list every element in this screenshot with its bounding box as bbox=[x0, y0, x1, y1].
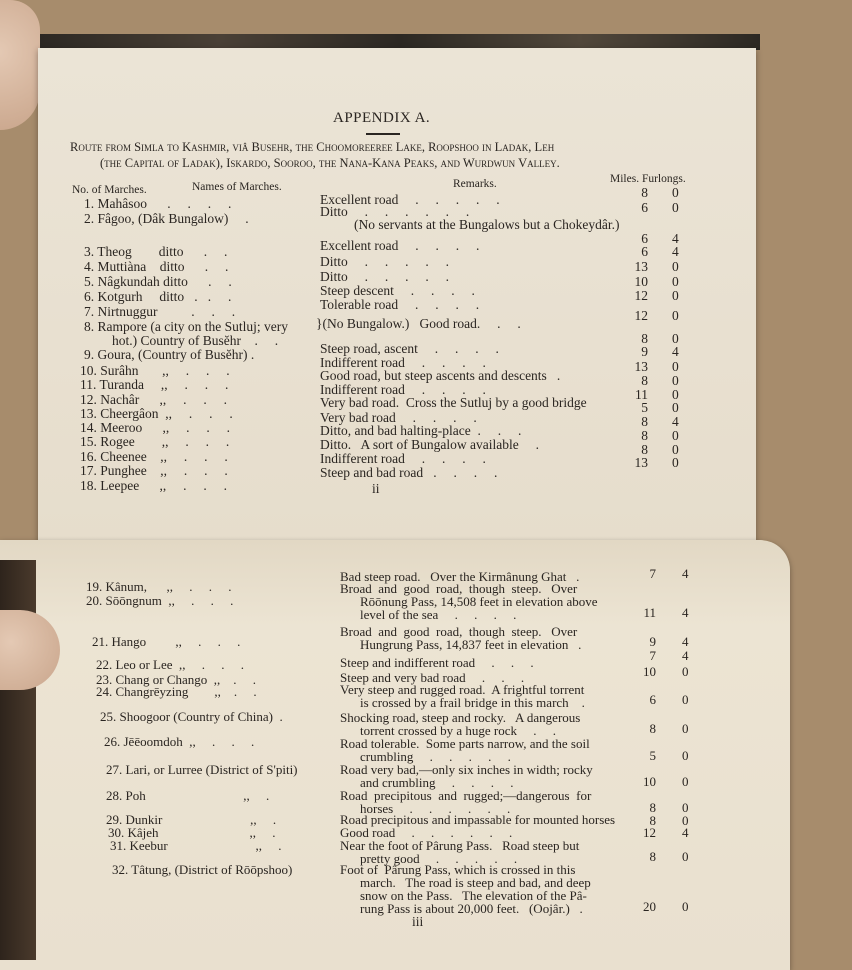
miles-value: 9 bbox=[641, 344, 648, 359]
furlongs-value: 0 bbox=[682, 692, 689, 707]
miles-value: 6 bbox=[641, 244, 648, 259]
miles-value: 7 bbox=[649, 648, 656, 663]
thumb-top bbox=[0, 0, 40, 130]
march-remark: Steep and indifferent road . . . bbox=[340, 655, 534, 670]
miles-value: 13 bbox=[634, 259, 648, 274]
march-remark: Rōōnung Pass, 14,508 feet in elevation above bbox=[360, 594, 598, 609]
march-name: 13. Cheergâon ,, . . . bbox=[80, 406, 233, 421]
march-remark: torrent crossed by a huge rock . . bbox=[360, 723, 557, 738]
furlongs-value: 0 bbox=[672, 359, 679, 374]
march-name: 26. Jēēoomdoh ,, . . . bbox=[104, 734, 255, 749]
march-remark: Ditto . . . . . bbox=[320, 269, 450, 284]
miles-value: 8 bbox=[641, 185, 648, 200]
furlongs-value: 0 bbox=[672, 274, 679, 289]
furlongs-value: 0 bbox=[682, 774, 689, 789]
furlongs-value: 0 bbox=[682, 899, 689, 914]
miles-value: 8 bbox=[641, 442, 648, 457]
march-remark: Road tolerable. Some parts narrow, and the soil bbox=[340, 736, 590, 751]
march-remark: Bad steep road. Over the Kirmânung Ghat . bbox=[340, 569, 580, 584]
furlongs-value: 4 bbox=[672, 344, 679, 359]
march-remark: Ditto . . . . . . bbox=[320, 204, 470, 219]
miles-value: 5 bbox=[649, 748, 656, 763]
march-remark: snow on the Pass. The elevation of the Pâ- bbox=[360, 888, 587, 903]
march-name: 7. Nirtnuggur . . . bbox=[84, 304, 236, 319]
march-remark: Steep road, ascent . . . . bbox=[320, 341, 499, 356]
miles-value: 12 bbox=[634, 308, 648, 323]
march-remark: Foot of Pârung Pass, which is crossed in this bbox=[340, 862, 576, 877]
march-remark: Ditto . . . . . bbox=[320, 254, 450, 269]
march-remark: level of the sea . . . . bbox=[360, 607, 517, 622]
note-servants: (No servants at the Bungalows but a Chokeydâr.) bbox=[354, 217, 620, 232]
header-miles-furlongs: Miles. Furlongs. bbox=[610, 173, 686, 185]
march-remark: Steep descent . . . . bbox=[320, 283, 475, 298]
march-remark: Ditto, and bad halting-place . . . bbox=[320, 423, 522, 438]
march-name: 6. Kotgurh ditto . . . bbox=[84, 289, 232, 304]
march-name: 24. Changrēyzing ,, . . bbox=[96, 684, 257, 699]
miles-value: 8 bbox=[641, 414, 648, 429]
furlongs-value: 0 bbox=[682, 800, 689, 815]
march-remark: rung Pass is about 20,000 feet. (Oojâr.) . bbox=[360, 901, 583, 916]
march-name: 10. Surâhn ,, . . . bbox=[80, 363, 230, 378]
miles-value: 12 bbox=[643, 825, 656, 840]
march-name: 23. Chang or Chango ,, . . bbox=[96, 672, 256, 687]
route-title-line2: (the Capital of Ladak), Iskardo, Sooroo, the Nana-Kana Peaks, and Wurdwun Valley. bbox=[100, 156, 560, 170]
page-number-iii: iii bbox=[412, 914, 424, 929]
miles-value: 6 bbox=[641, 200, 648, 215]
march-name: 12. Nachâr ,, . . . bbox=[80, 392, 227, 407]
furlongs-value: 0 bbox=[682, 748, 689, 763]
furlongs-value: 0 bbox=[672, 455, 679, 470]
march-name: 30. Kâjeh ,, . bbox=[108, 825, 276, 840]
march-name: 20. Sōōngnum ,, . . . bbox=[86, 593, 234, 608]
furlongs-value: 0 bbox=[672, 442, 679, 457]
march-remark: Indifferent road . . . . bbox=[320, 382, 486, 397]
march-remark: Excellent road . . . . bbox=[320, 238, 480, 253]
furlongs-value: 0 bbox=[672, 185, 679, 200]
header-names-of-marches: Names of Marches. bbox=[192, 181, 282, 193]
march-remark: Road precipitous and rugged;—dangerous for bbox=[340, 788, 592, 803]
march-remark: Near the foot of Pârung Pass. Road steep but bbox=[340, 838, 580, 853]
march-name: 1. Mahâsoo . . . . bbox=[84, 196, 232, 211]
title-rule bbox=[366, 133, 400, 135]
furlongs-value: 4 bbox=[682, 605, 689, 620]
miles-value: 10 bbox=[634, 274, 648, 289]
page-number-ii: ii bbox=[372, 481, 380, 496]
furlongs-value: 0 bbox=[672, 373, 679, 388]
march-name: 8. Rampore (a city on the Sutluj; very bbox=[84, 319, 288, 334]
march-remark: Indifferent road . . . . bbox=[320, 355, 486, 370]
march-name: 9. Goura, (Country of Busĕhr) . bbox=[84, 347, 255, 362]
miles-value: 7 bbox=[649, 566, 656, 581]
furlongs-value: 4 bbox=[682, 634, 689, 649]
march-remark: Broad and good road, though steep. Over bbox=[340, 624, 578, 639]
header-remarks: Remarks. bbox=[453, 178, 497, 190]
furlongs-value: 0 bbox=[672, 308, 679, 323]
march-name: 31. Keebur ,, . bbox=[110, 838, 282, 853]
miles-value: 20 bbox=[643, 899, 656, 914]
miles-value: 8 bbox=[641, 331, 648, 346]
miles-value: 8 bbox=[649, 813, 656, 828]
furlongs-value: 0 bbox=[672, 428, 679, 443]
march-name: 28. Poh ,, . bbox=[106, 788, 270, 803]
miles-value: 10 bbox=[643, 774, 656, 789]
miles-value: 6 bbox=[649, 692, 656, 707]
furlongs-value: 0 bbox=[682, 849, 689, 864]
march-remark: Steep and bad road . . . . bbox=[320, 465, 498, 480]
furlongs-value: 0 bbox=[672, 387, 679, 402]
furlongs-value: 4 bbox=[682, 648, 689, 663]
march-name: 11. Turanda ,, . . . bbox=[80, 377, 229, 392]
header-no-of-marches: No. of Marches. bbox=[72, 184, 147, 196]
furlongs-value: 0 bbox=[682, 721, 689, 736]
appendix-title: APPENDIX A. bbox=[333, 110, 431, 126]
march-remark: Tolerable road . . . . bbox=[320, 297, 480, 312]
march-remark: and crumbling . . . . bbox=[360, 775, 514, 790]
march-name: 4. Muttiàna ditto . . bbox=[84, 259, 229, 274]
march-name: 3. Theog ditto . . bbox=[84, 244, 228, 259]
march-name-cont: hot.) Country of Busĕhr . . bbox=[112, 333, 279, 348]
march-remark: Ditto. A sort of Bungalow available . bbox=[320, 437, 539, 452]
furlongs-value: 0 bbox=[672, 400, 679, 415]
march-name: 17. Punghee ,, . . . bbox=[80, 463, 228, 478]
march-name: 2. Fâgoo, (Dâk Bungalow) . bbox=[84, 211, 249, 226]
march-name: 14. Meeroo ,, . . . bbox=[80, 420, 230, 435]
march-remark: is crossed by a frail bridge in this march . bbox=[360, 695, 585, 710]
march-remark: Very steep and rugged road. A frightful torrent bbox=[340, 682, 585, 697]
march-name: 18. Leepee ,, . . . bbox=[80, 478, 227, 493]
march-remark: crumbling . . . . . bbox=[360, 749, 511, 764]
furlongs-value: 0 bbox=[672, 288, 679, 303]
march-name: 29. Dunkir ,, . bbox=[106, 812, 277, 827]
march-remark: Road precipitous and impassable for mounted horses bbox=[340, 812, 616, 827]
march-remark: Indifferent road . . . . bbox=[320, 451, 486, 466]
miles-value: 12 bbox=[634, 288, 648, 303]
march-remark: Good road . . . . . . bbox=[340, 825, 513, 840]
furlongs-value: 0 bbox=[672, 259, 679, 274]
march-remark: march. The road is steep and bad, and deep bbox=[360, 875, 591, 890]
miles-value: 9 bbox=[649, 634, 656, 649]
miles-value: 5 bbox=[641, 400, 648, 415]
march-name: 25. Shoogoor (Country of China) . bbox=[100, 709, 283, 724]
furlongs-value: 0 bbox=[672, 200, 679, 215]
miles-value: 8 bbox=[641, 373, 648, 388]
miles-value: 8 bbox=[649, 800, 656, 815]
furlongs-value: 4 bbox=[672, 231, 679, 246]
march-remark: Good road, but steep ascents and descents . bbox=[320, 368, 561, 383]
march-name: 21. Hango ,, . . . bbox=[92, 634, 241, 649]
miles-value: 11 bbox=[635, 387, 648, 402]
route-title-line1: Route from Simla to Kashmir, viâ Busehr, the Choomoreeree Lake, Roopshoo in Ladak, Leh bbox=[70, 140, 555, 154]
march-name: 27. Lari, or Lurree (District of S'piti) bbox=[106, 762, 298, 777]
march-remark: Road very bad,—only six inches in width; rocky bbox=[340, 762, 593, 777]
miles-value: 10 bbox=[643, 664, 656, 679]
march-name: 5. Nâgkundah ditto . . bbox=[84, 274, 232, 289]
march-name: 32. Tâtung, (District of Rōōpshoo) bbox=[112, 862, 293, 877]
march-remark: pretty good . . . . . bbox=[360, 851, 518, 866]
march-remark: Very bad road. Cross the Sutluj by a good bridge bbox=[320, 395, 587, 410]
furlongs-value: 4 bbox=[672, 244, 679, 259]
march-remark: horses . . . . . . bbox=[360, 801, 511, 816]
miles-value: 6 bbox=[641, 231, 648, 246]
miles-value: 8 bbox=[649, 849, 656, 864]
furlongs-value: 0 bbox=[682, 664, 689, 679]
march-name: 19. Kânum, ,, . . . bbox=[86, 579, 232, 594]
march-remark: Broad and good road, though steep. Over bbox=[340, 581, 578, 596]
miles-value: 13 bbox=[634, 359, 648, 374]
miles-value: 11 bbox=[643, 605, 656, 620]
furlongs-value: 0 bbox=[682, 813, 689, 828]
furlongs-value: 4 bbox=[682, 825, 689, 840]
miles-value: 8 bbox=[641, 428, 648, 443]
march-name: 16. Cheenee ,, . . . bbox=[80, 449, 228, 464]
march-remark: Shocking road, steep and rocky. A dangerous bbox=[340, 710, 581, 725]
march-remark: Hungrung Pass, 14,837 feet in elevation . bbox=[360, 637, 582, 652]
miles-value: 8 bbox=[649, 721, 656, 736]
march-remark: }(No Bungalow.) Good road. . . bbox=[316, 316, 521, 331]
march-name: 15. Rogee ,, . . . bbox=[80, 434, 230, 449]
miles-value: 13 bbox=[634, 455, 648, 470]
furlongs-value: 0 bbox=[672, 331, 679, 346]
furlongs-value: 4 bbox=[672, 414, 679, 429]
march-remark: Steep and very bad road . . . bbox=[340, 670, 525, 685]
march-remark: Excellent road . . . . . bbox=[320, 192, 500, 207]
furlongs-value: 4 bbox=[682, 566, 689, 581]
march-name: 22. Leo or Lee ,, . . . bbox=[96, 657, 245, 672]
march-remark: Very bad road . . . . bbox=[320, 410, 477, 425]
